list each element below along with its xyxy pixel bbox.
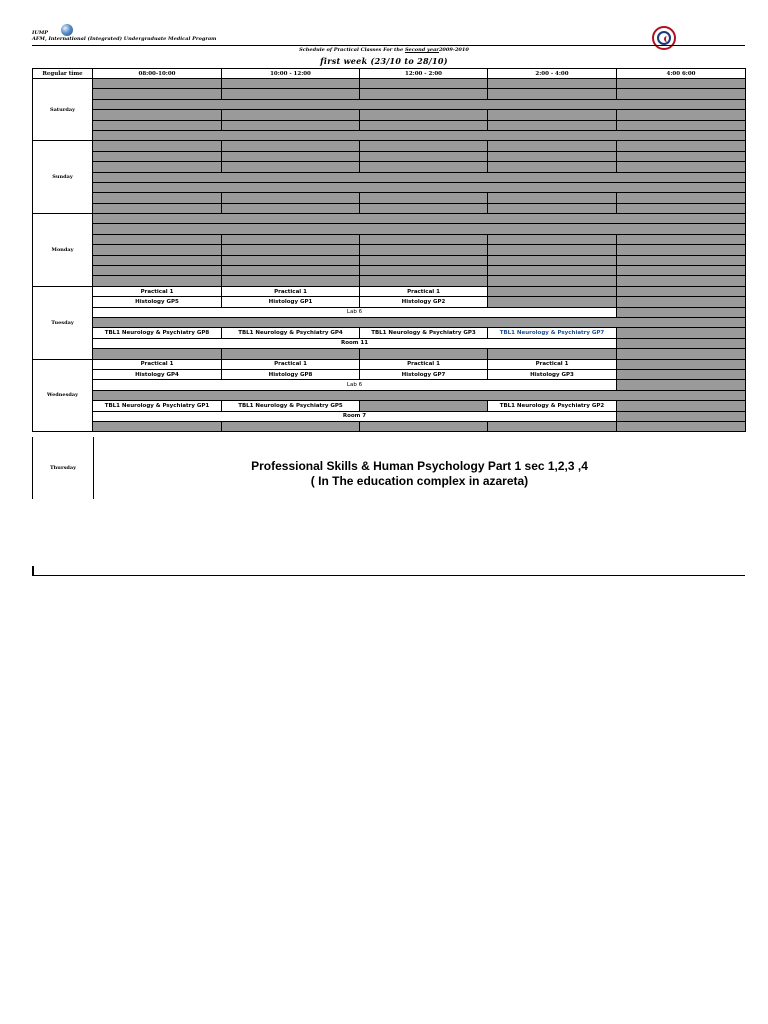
table-row — [33, 141, 746, 151]
table-row — [33, 203, 746, 213]
time-slot-header: 2:00 - 4:00 — [488, 69, 617, 79]
time-slot-header: 10:00 - 12:00 — [222, 69, 360, 79]
table-row — [33, 369, 746, 379]
table-row — [33, 390, 746, 400]
header-rule — [32, 45, 745, 46]
session-cell: Histology GP7 — [360, 369, 488, 379]
session-cell: TBL1 Neurology & Psychiatry GP3 — [360, 328, 488, 338]
session-cell: Practical 1 — [488, 359, 617, 369]
table-row — [33, 110, 746, 120]
schedule-table — [32, 68, 746, 432]
table-row — [33, 89, 746, 99]
table-row — [33, 193, 746, 203]
table-row — [33, 307, 746, 317]
session-cell: Practical 1 — [222, 359, 360, 369]
table-row — [33, 79, 746, 89]
table-row — [33, 338, 746, 348]
table-header-row — [33, 69, 746, 79]
session-cell: Practical 1 — [93, 286, 222, 296]
session-cell: Practical 1 — [360, 286, 488, 296]
session-cell: TBL1 Neurology & Psychiatry GP1 — [93, 401, 222, 411]
table-row — [33, 359, 746, 369]
location-cell: Room 11 — [93, 338, 617, 348]
session-cell: TBL1 Neurology & Psychiatry GP7 — [488, 328, 617, 338]
location-cell: Lab 6 — [93, 307, 617, 317]
session-cell: TBL1 Neurology & Psychiatry GP2 — [488, 401, 617, 411]
footer-rule — [32, 575, 745, 576]
org-short-name: IUMP — [32, 30, 48, 36]
table-row — [33, 172, 746, 182]
table-row — [33, 162, 746, 172]
day-label-saturday: Saturday — [33, 79, 93, 141]
day-label-wednesday: Wednesday — [33, 359, 93, 432]
thursday-session-title: Professional Skills & Human Psychology Part 1 sec 1,2,3 ,4 — [251, 459, 588, 473]
regular-time-header: Regular time — [33, 69, 93, 79]
session-cell: TBL1 Neurology & Psychiatry GP4 — [222, 328, 360, 338]
day-label-monday: Monday — [33, 214, 93, 287]
session-cell: Practical 1 — [360, 359, 488, 369]
table-row — [33, 224, 746, 234]
session-cell: Histology GP8 — [222, 369, 360, 379]
table-row — [33, 234, 746, 244]
globe-logo-icon — [61, 24, 73, 36]
session-cell: Histology GP2 — [360, 297, 488, 307]
table-row — [33, 120, 746, 130]
table-row — [33, 401, 746, 411]
session-cell: Practical 1 — [93, 359, 222, 369]
location-cell: Lab 6 — [93, 380, 617, 390]
table-row — [33, 214, 746, 224]
program-name: AFM, International (Integrated) Undergraduate Medical Program — [32, 36, 217, 42]
table-row — [33, 276, 746, 286]
time-slot-header: 12:00 - 2:00 — [360, 69, 488, 79]
table-row — [33, 411, 746, 421]
location-cell: Room 7 — [93, 411, 617, 421]
table-row — [33, 130, 746, 140]
table-row — [33, 286, 746, 296]
day-label-tuesday: Tuesday — [33, 286, 93, 359]
table-row — [33, 421, 746, 431]
table-row — [33, 328, 746, 338]
table-row — [33, 317, 746, 327]
session-cell: Histology GP4 — [93, 369, 222, 379]
table-row — [33, 99, 746, 109]
day-label-sunday: Sunday — [33, 141, 93, 214]
table-row — [33, 255, 746, 265]
thursday-session-location: ( In The education complex in azareta) — [310, 474, 529, 488]
thursday-block — [32, 437, 745, 499]
session-cell: TBL1 Neurology & Psychiatry GP5 — [222, 401, 360, 411]
session-cell: Histology GP3 — [488, 369, 617, 379]
table-row — [33, 182, 746, 192]
table-row — [33, 297, 746, 307]
time-slot-header: 08:00-10:00 — [93, 69, 222, 79]
session-cell: Histology GP5 — [93, 297, 222, 307]
table-row — [33, 266, 746, 276]
table-row — [33, 245, 746, 255]
table-row — [33, 380, 746, 390]
table-row — [33, 151, 746, 161]
program-header — [32, 30, 216, 42]
week-title: first week (23/10 to 28/10) — [320, 56, 448, 66]
session-cell: Histology GP1 — [222, 297, 360, 307]
session-cell: Practical 1 — [222, 286, 360, 296]
table-row — [33, 349, 746, 359]
day-label-thursday: Thursday — [33, 437, 94, 499]
time-slot-header: 4:00 6:00 — [617, 69, 746, 79]
session-cell: TBL1 Neurology & Psychiatry GP8 — [93, 328, 222, 338]
schedule-title: Schedule of Practical Classes For the Second year2009-2010 — [299, 47, 469, 53]
